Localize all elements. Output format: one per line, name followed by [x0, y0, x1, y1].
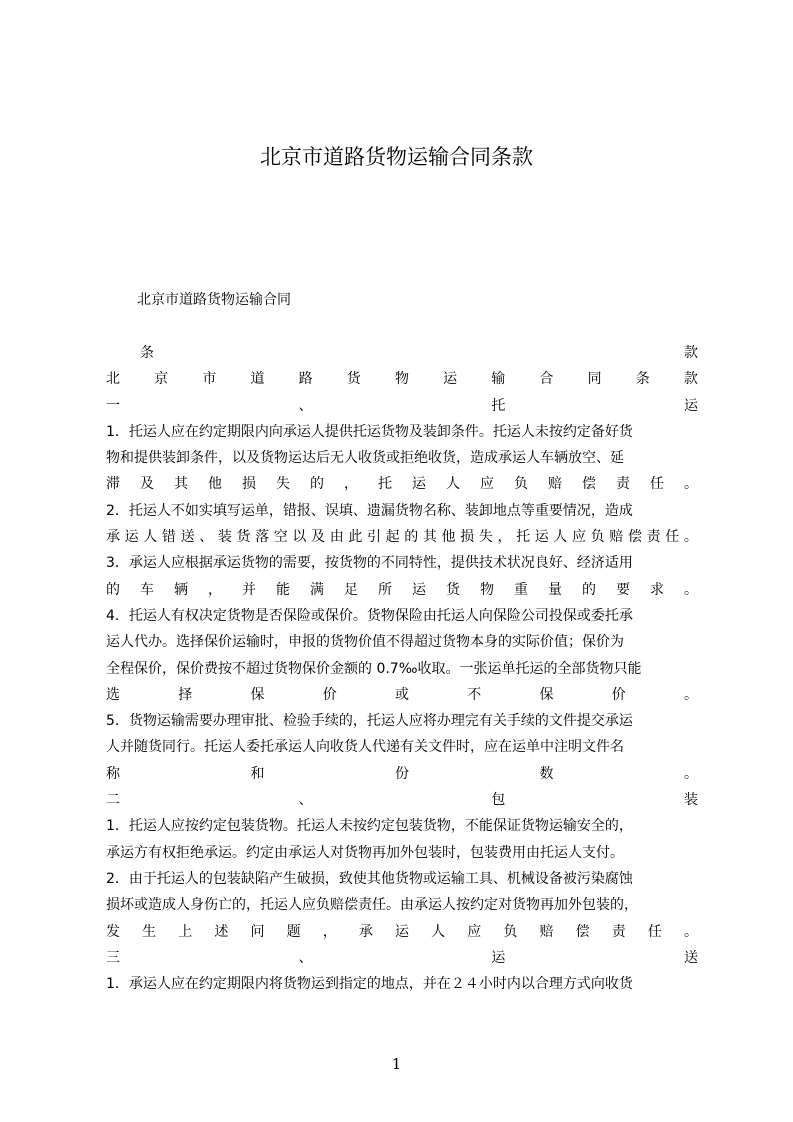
line-char: 重	[514, 581, 528, 598]
line-char: 合	[539, 371, 554, 388]
text-line	[106, 340, 698, 366]
line-char: 称	[106, 765, 120, 782]
line-char: 保	[539, 686, 554, 703]
text-line: 2．由于托运人的包装缺陷产生破损，致使其他货物或运输工具、机械设备被污染腐蚀	[106, 870, 633, 887]
line-char: 损	[460, 529, 475, 546]
line-char: 不	[467, 686, 482, 703]
line-char: 包	[491, 792, 506, 809]
line-char: 负	[514, 476, 528, 493]
line-char: 落	[255, 529, 270, 546]
line-char: 赔	[609, 529, 624, 546]
line-char: 二	[106, 792, 120, 809]
line-char: 运	[412, 476, 426, 493]
line-char: 。	[684, 581, 698, 598]
line-char: 送	[683, 949, 698, 966]
line-char: 车	[140, 581, 154, 598]
line-char: 货	[446, 581, 460, 598]
line-char: 他	[441, 529, 456, 546]
line-char: 要	[616, 581, 630, 598]
line-char: 辆	[174, 581, 188, 598]
line-char: 失	[276, 476, 290, 493]
line-char: 以	[292, 529, 307, 546]
line-char: 生	[142, 923, 157, 940]
line-char: 款	[683, 371, 698, 388]
text-line	[106, 471, 698, 497]
line-char: 此	[348, 529, 363, 546]
line-char: 求	[650, 581, 664, 598]
text-line	[106, 577, 698, 603]
text-line: 人并随货同行。托运人委托承运人向收货人代递有关文件时，应在运单中注明文件名	[106, 739, 624, 756]
line-char: 京	[154, 371, 169, 388]
line-char: 应	[572, 529, 587, 546]
line-char: 损	[242, 476, 256, 493]
line-char: 题	[286, 923, 301, 940]
line-char: 的	[106, 581, 120, 598]
line-char: 的	[404, 529, 419, 546]
line-char: 满	[310, 581, 324, 598]
line-char: 择	[178, 686, 193, 703]
line-char: 。	[683, 529, 698, 546]
line-char: 运	[412, 581, 426, 598]
line-char: 偿	[627, 529, 642, 546]
line-char: 和	[250, 765, 265, 782]
line-char: 物	[480, 581, 494, 598]
line-char: 款	[684, 345, 698, 361]
line-char: 引	[366, 529, 381, 546]
line-char: 所	[378, 581, 392, 598]
line-char: 问	[250, 923, 265, 940]
line-char: 足	[344, 581, 358, 598]
line-char: 发	[106, 923, 120, 940]
line-char: 装	[683, 792, 698, 809]
text-line	[106, 393, 698, 419]
line-char: 责	[611, 923, 626, 940]
line-char: 。	[684, 923, 698, 940]
line-char: 人	[553, 529, 568, 546]
line-char: 运	[683, 397, 698, 414]
line-char: 三	[106, 949, 120, 966]
line-char: 应	[467, 923, 482, 940]
line-char: 同	[587, 371, 602, 388]
line-char: 及	[140, 476, 154, 493]
text-line	[106, 787, 698, 813]
line-char: 保	[250, 686, 265, 703]
line-char: 价	[611, 686, 626, 703]
line-char: 量	[548, 581, 562, 598]
document-body	[106, 340, 698, 997]
line-char: ，	[344, 476, 358, 493]
line-char: 份	[395, 765, 409, 782]
line-char: 赔	[539, 923, 554, 940]
line-char: 偿	[582, 476, 596, 493]
line-char: 、	[298, 397, 313, 414]
text-line: 5．货物运输需要办理审批、检验手续的，托运人应将办理完有关手续的文件提交承运	[106, 713, 633, 730]
line-char: 责	[646, 529, 661, 546]
line-char: 。	[684, 765, 698, 782]
text-line: 1．托运人应按约定包装货物。托运人未按约定包装货物，不能保证货物运输安全的，	[106, 818, 633, 835]
text-line: 4．托运人有权决定货物是否保险或保价。货物保险由托运人向保险公司投保或委托承	[106, 607, 633, 624]
line-char: 失	[478, 529, 493, 546]
text-line	[106, 366, 698, 392]
line-char: 应	[480, 476, 494, 493]
line-char: 人	[143, 529, 158, 546]
line-char: 运	[534, 529, 549, 546]
line-char: 责	[616, 476, 630, 493]
line-char: 运	[395, 923, 409, 940]
text-line: 1．承运人应在约定期限内将货物运到指定的地点，并在２４小时内以合理方式向收货	[106, 976, 633, 993]
line-char: 述	[214, 923, 229, 940]
text-line: 全程保价，保价费按不超过货物保价金额的 0.7‰收取。一张运单托运的全部货物只能	[106, 660, 642, 677]
line-char: 上	[178, 923, 193, 940]
text-line: 物和提供装卸条件，以及货物运达后无人收货或拒绝收货，造成承运人车辆放空、延	[106, 450, 624, 467]
document-subtitle: 北京市道路货物运输合同	[137, 292, 291, 308]
line-char: 托	[378, 476, 392, 493]
line-char: 北	[106, 371, 120, 388]
line-char: 任	[665, 529, 680, 546]
line-char: 运	[491, 949, 506, 966]
line-char: 空	[273, 529, 288, 546]
line-char: 及	[311, 529, 326, 546]
line-char: 赔	[548, 476, 562, 493]
line-char: ，	[322, 923, 337, 940]
line-char: 任	[647, 923, 662, 940]
line-char: 选	[106, 686, 120, 703]
line-char: 能	[276, 581, 290, 598]
line-char: 一	[106, 397, 120, 414]
line-char: 道	[250, 371, 265, 388]
line-char: 并	[242, 581, 256, 598]
page-number: 1	[391, 1055, 402, 1073]
line-char: 运	[124, 529, 139, 546]
line-char: 物	[394, 371, 409, 388]
line-char: 。	[684, 686, 698, 703]
line-char: 其	[174, 476, 188, 493]
line-char: 托	[516, 529, 531, 546]
line-char: 负	[503, 923, 518, 940]
line-char: 偿	[575, 923, 590, 940]
text-line: 运人代办。选择保价运输时，申报的货物价值不得超过货物本身的实际价值；保价为	[106, 634, 624, 651]
line-char: 托	[491, 397, 506, 414]
line-char: 运	[443, 371, 458, 388]
line-char: 输	[491, 371, 506, 388]
line-char: 或	[395, 686, 409, 703]
document-title: 北京市道路货物运输合同条款	[260, 145, 533, 169]
line-char: 由	[329, 529, 344, 546]
text-line	[106, 682, 698, 708]
line-char: 路	[298, 371, 313, 388]
text-line: 2．托运人不如实填写运单，错报、误填、遗漏货物名称、装卸地点等重要情况，造成	[106, 502, 633, 519]
line-char: 负	[590, 529, 605, 546]
text-line: 3．承运人应根据承运货物的需要，按货物的不同特性，提供技术状况良好、经济适用	[106, 555, 633, 572]
text-line	[106, 945, 698, 971]
text-line: 承运方有权拒绝承运。约定由承运人对货物再加外包装时，包装费用由托运人支付。	[106, 844, 624, 861]
line-char: 错	[161, 529, 176, 546]
line-char: 其	[422, 529, 437, 546]
line-char: 装	[217, 529, 232, 546]
line-char: 人	[431, 923, 446, 940]
line-char: 、	[298, 792, 313, 809]
line-char: ，	[497, 529, 512, 546]
line-char: 、	[199, 529, 214, 546]
text-line	[106, 919, 698, 945]
line-char: 市	[202, 371, 217, 388]
text-line: 1．托运人应在约定期限内向承运人提供托运货物及装卸条件。托运人未按约定备好货	[106, 423, 633, 440]
line-char: 起	[385, 529, 400, 546]
line-char: 承	[106, 529, 120, 546]
line-char: 的	[582, 581, 596, 598]
line-char: 。	[684, 476, 698, 493]
line-char: 货	[236, 529, 251, 546]
line-char: 滞	[106, 476, 120, 493]
text-line	[106, 761, 698, 787]
text-line: 损坏或造成人身伤亡的，托运人应负赔偿责任。由承运人按约定对货物再加外包装的，	[106, 897, 638, 914]
line-char: 条	[140, 345, 154, 361]
line-char: 他	[208, 476, 222, 493]
line-char: 送	[180, 529, 195, 546]
line-char: 任	[650, 476, 664, 493]
line-char: 货	[346, 371, 361, 388]
line-char: 条	[635, 371, 650, 388]
line-char: 价	[322, 686, 337, 703]
line-char: ，	[208, 581, 222, 598]
line-char: 数	[539, 765, 554, 782]
line-char: 、	[298, 949, 313, 966]
line-char: 承	[358, 923, 373, 940]
line-char: 的	[310, 476, 324, 493]
text-line	[106, 524, 698, 550]
line-char: 人	[446, 476, 460, 493]
